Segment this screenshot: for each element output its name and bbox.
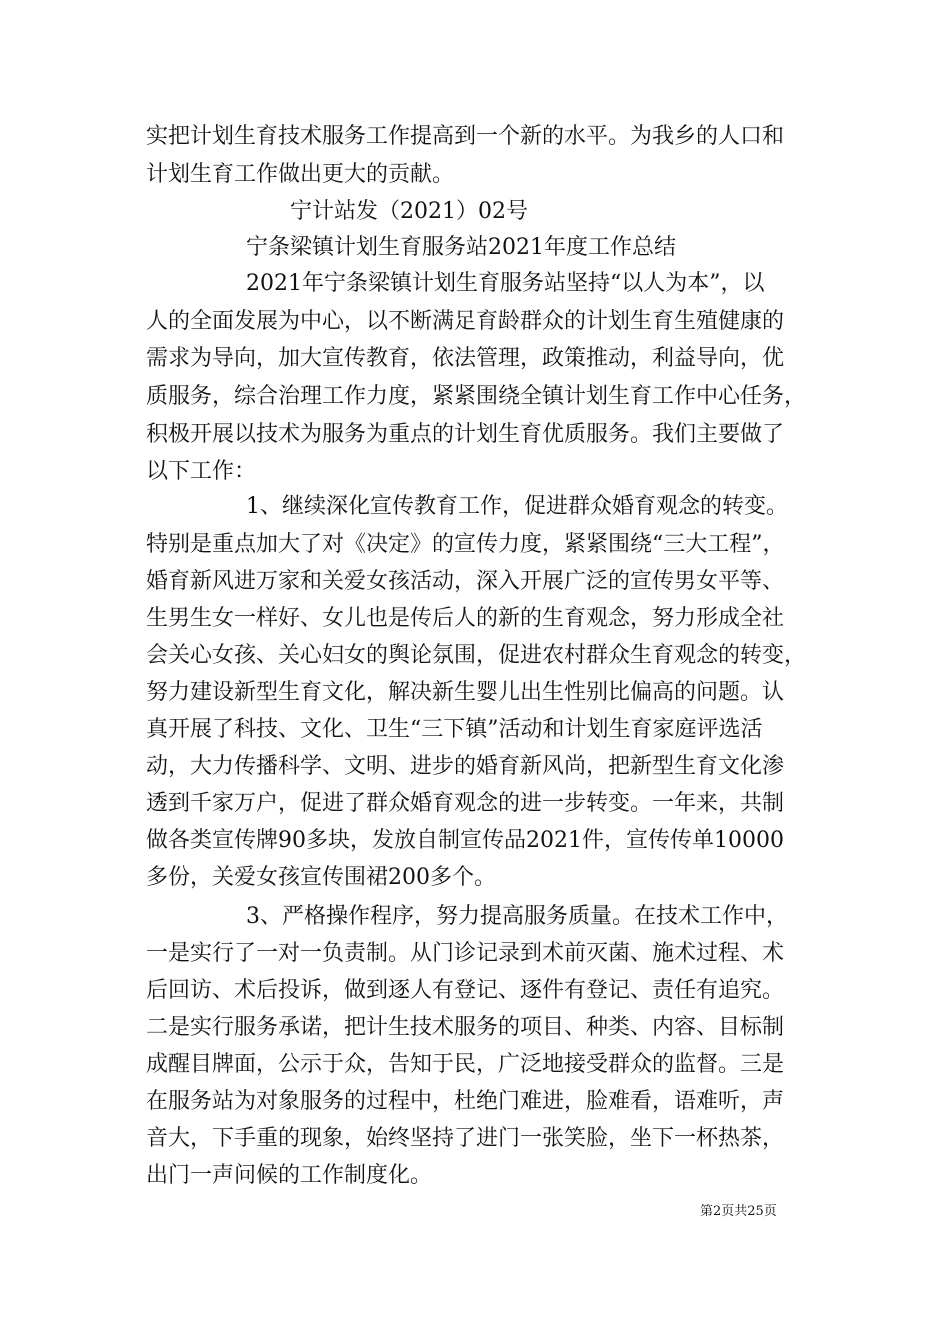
text-line: 婚育新风进万家和关爱女孩活动，深入开展广泛的宣传男女平等、	[146, 569, 785, 594]
text-line: 实把计划生育技术服务工作提高到一个新的水平。为我乡的人口和	[146, 124, 785, 149]
text-line: 计划生育工作做出更大的贡献。	[146, 162, 455, 187]
text-line: 成醒目牌面，公示于众，告知于民，广泛地接受群众的监督。三是	[146, 1052, 785, 1077]
document-number: 宁计站发（2021）02号	[290, 199, 528, 224]
page-footer: 第2页共25页	[700, 1204, 777, 1219]
text-line: 人的全面发展为中心，以不断满足育龄群众的计划生育生殖健康的	[146, 309, 785, 334]
text-line: 后回访、术后投诉，做到逐人有登记、逐件有登记、责任有追究。	[146, 978, 785, 1003]
document-title: 宁条梁镇计划生育服务站2021年度工作总结	[246, 235, 676, 260]
text-line: 努力建设新型生育文化，解决新生婴儿出生性别比偏高的问题。认	[146, 680, 785, 705]
text-line: 一是实行了一对一负责制。从门诊记录到术前灭菌、施术过程、术	[146, 941, 785, 966]
text-line: 积极开展以技术为服务为重点的计划生育优质服务。我们主要做了	[146, 422, 785, 447]
text-line: 2021年宁条梁镇计划生育服务站坚持“以人为本”，以	[246, 271, 765, 296]
text-line: 动，大力传播科学、文明、进步的婚育新风尚，把新型生育文化渗	[146, 754, 785, 779]
text-line: 真开展了科技、文化、卫生“三下镇”活动和计划生育家庭评选活	[146, 717, 763, 742]
text-line: 特别是重点加大了对《决定》的宣传力度，紧紧围绕“三大工程”，	[146, 532, 785, 557]
text-line: 音大，下手重的现象，始终坚持了进门一张笑脸，坐下一杯热茶，	[146, 1126, 785, 1151]
text-line: 在服务站为对象服务的过程中，杜绝门难进，脸难看，语难听，声	[146, 1089, 785, 1114]
section-heading: 3、严格操作程序，努力提高服务质量。在技术工作中，	[246, 904, 788, 929]
text-line: 生男生女一样好、女儿也是传后人的新的生育观念，努力形成全社	[146, 606, 785, 631]
text-line: 需求为导向，加大宣传教育，依法管理，政策推动，利益导向，优	[146, 346, 785, 371]
text-line: 会关心女孩、关心妇女的舆论氛围，促进农村群众生育观念的转变，	[146, 643, 807, 668]
text-line: 二是实行服务承诺，把计生技术服务的项目、种类、内容、目标制	[146, 1015, 785, 1040]
text-line: 质服务，综合治理工作力度，紧紧围绕全镇计划生育工作中心任务，	[146, 384, 807, 409]
text-line: 出门一声问候的工作制度化。	[146, 1163, 433, 1188]
text-line: 以下工作：	[146, 459, 257, 484]
text-line: 做各类宣传牌90多块，发放自制宣传品2021件，宣传传单10000	[146, 828, 784, 853]
text-line: 透到千家万户，促进了群众婚育观念的进一步转变。一年来，共制	[146, 791, 785, 816]
text-line: 多份，关爱女孩宣传围裙200多个。	[146, 865, 496, 890]
section-heading: 1、继续深化宣传教育工作，促进群众婚育观念的转变。	[246, 494, 788, 519]
